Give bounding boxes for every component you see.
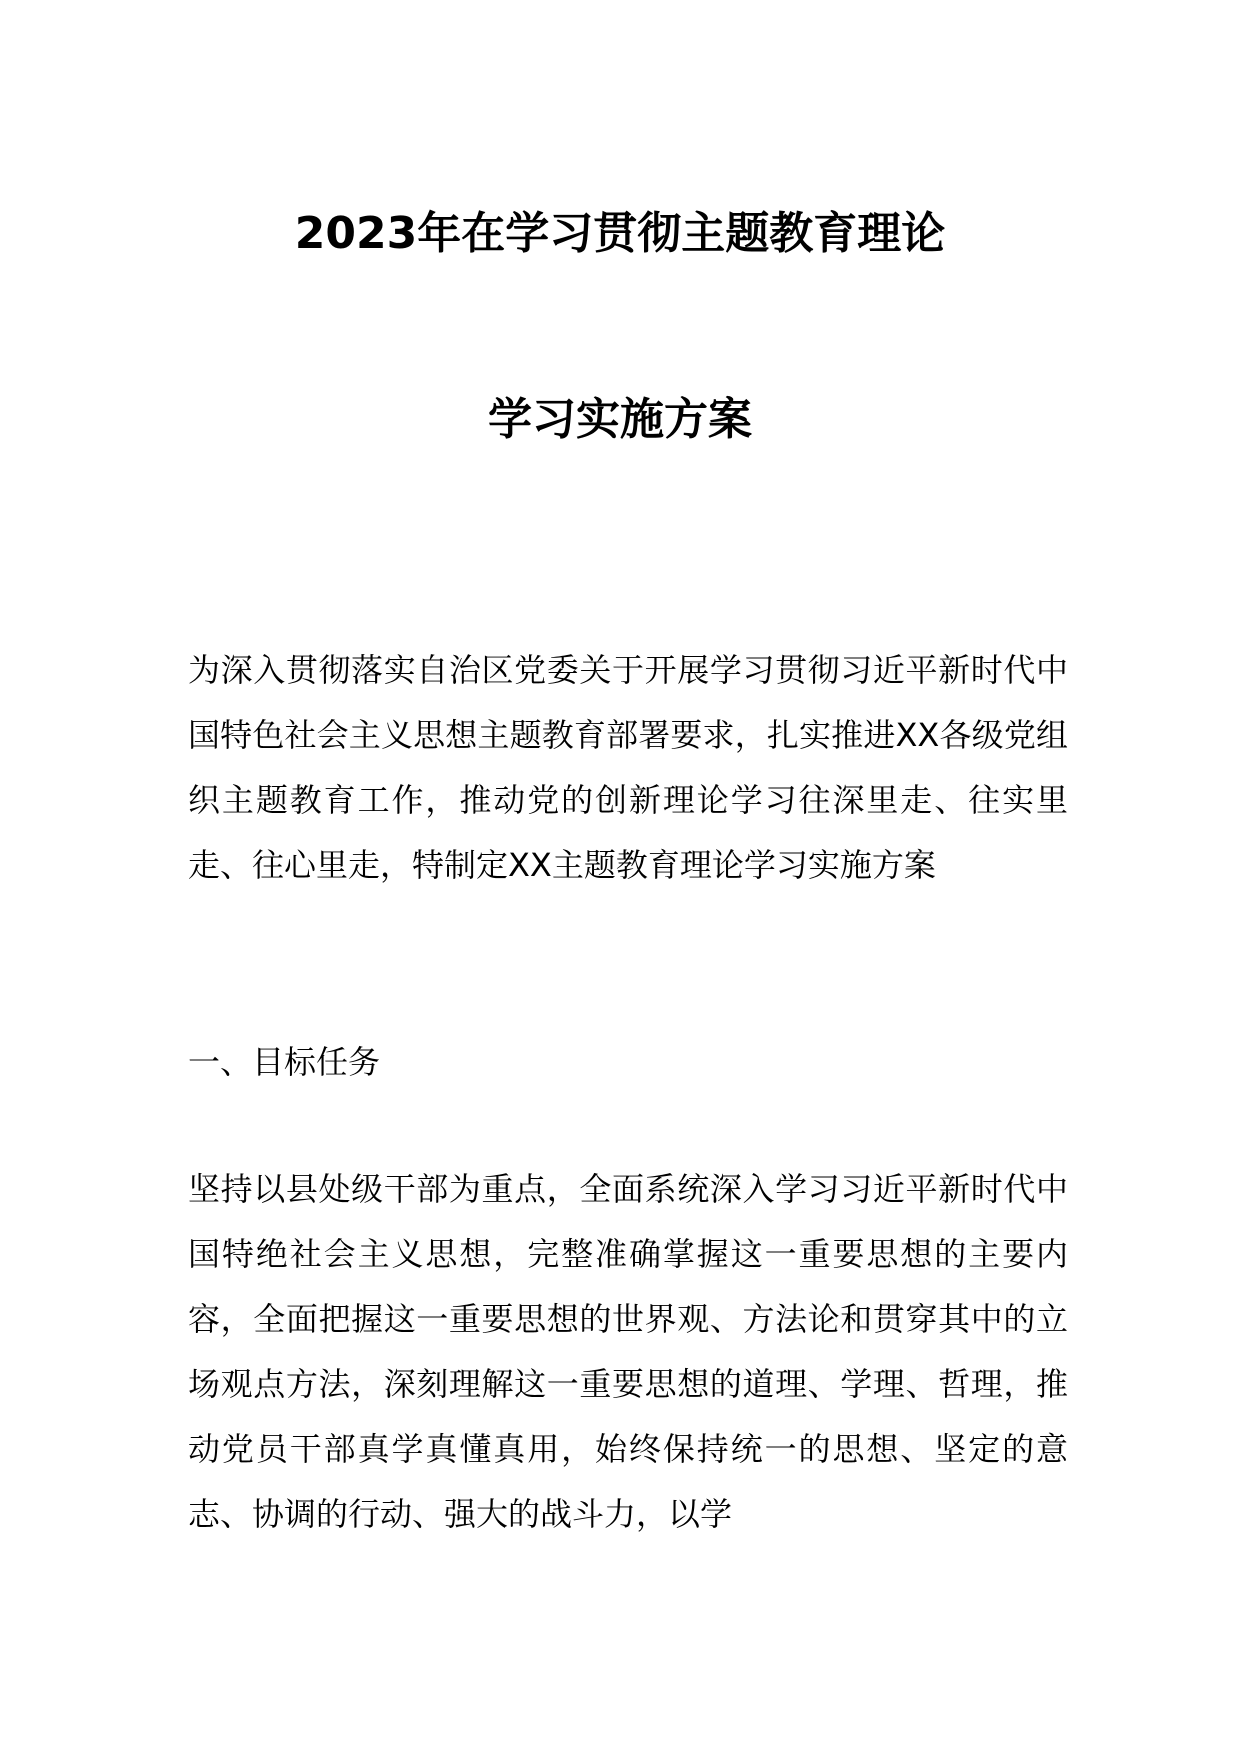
section-heading-objectives: 一、目标任务: [188, 1043, 381, 1081]
intro-paragraph: 为深入贯彻落实自治区党委关于开展学习贯彻习近平新时代中国特色社会主义思想主题教育部署要求，扎实推进XX各级党组织主题教育工作，推动党的创新理论学习往深里走、往实里走、往心里走，特制定XX主题教育理论学习实施方案: [188, 651, 1068, 884]
document-title-line-2: 学习实施方案: [488, 394, 752, 445]
document-title-line-1: 2023年在学习贯彻主题教育理论: [294, 208, 946, 259]
section-paragraph-objectives: 坚持以县处级干部为重点，全面系统深入学习习近平新时代中国特绝社会主义思想，完整准确掌握这一重要思想的主要内容，全面把握这一重要思想的世界观、方法论和贯穿其中的立场观点方法，深刻理解这一重要思想的道理、学理、哲理，推动党员干部真学真懂真用，始终保持统一的思想、坚定的意志、协调的行动、强大的战斗力，以学: [188, 1170, 1068, 1533]
